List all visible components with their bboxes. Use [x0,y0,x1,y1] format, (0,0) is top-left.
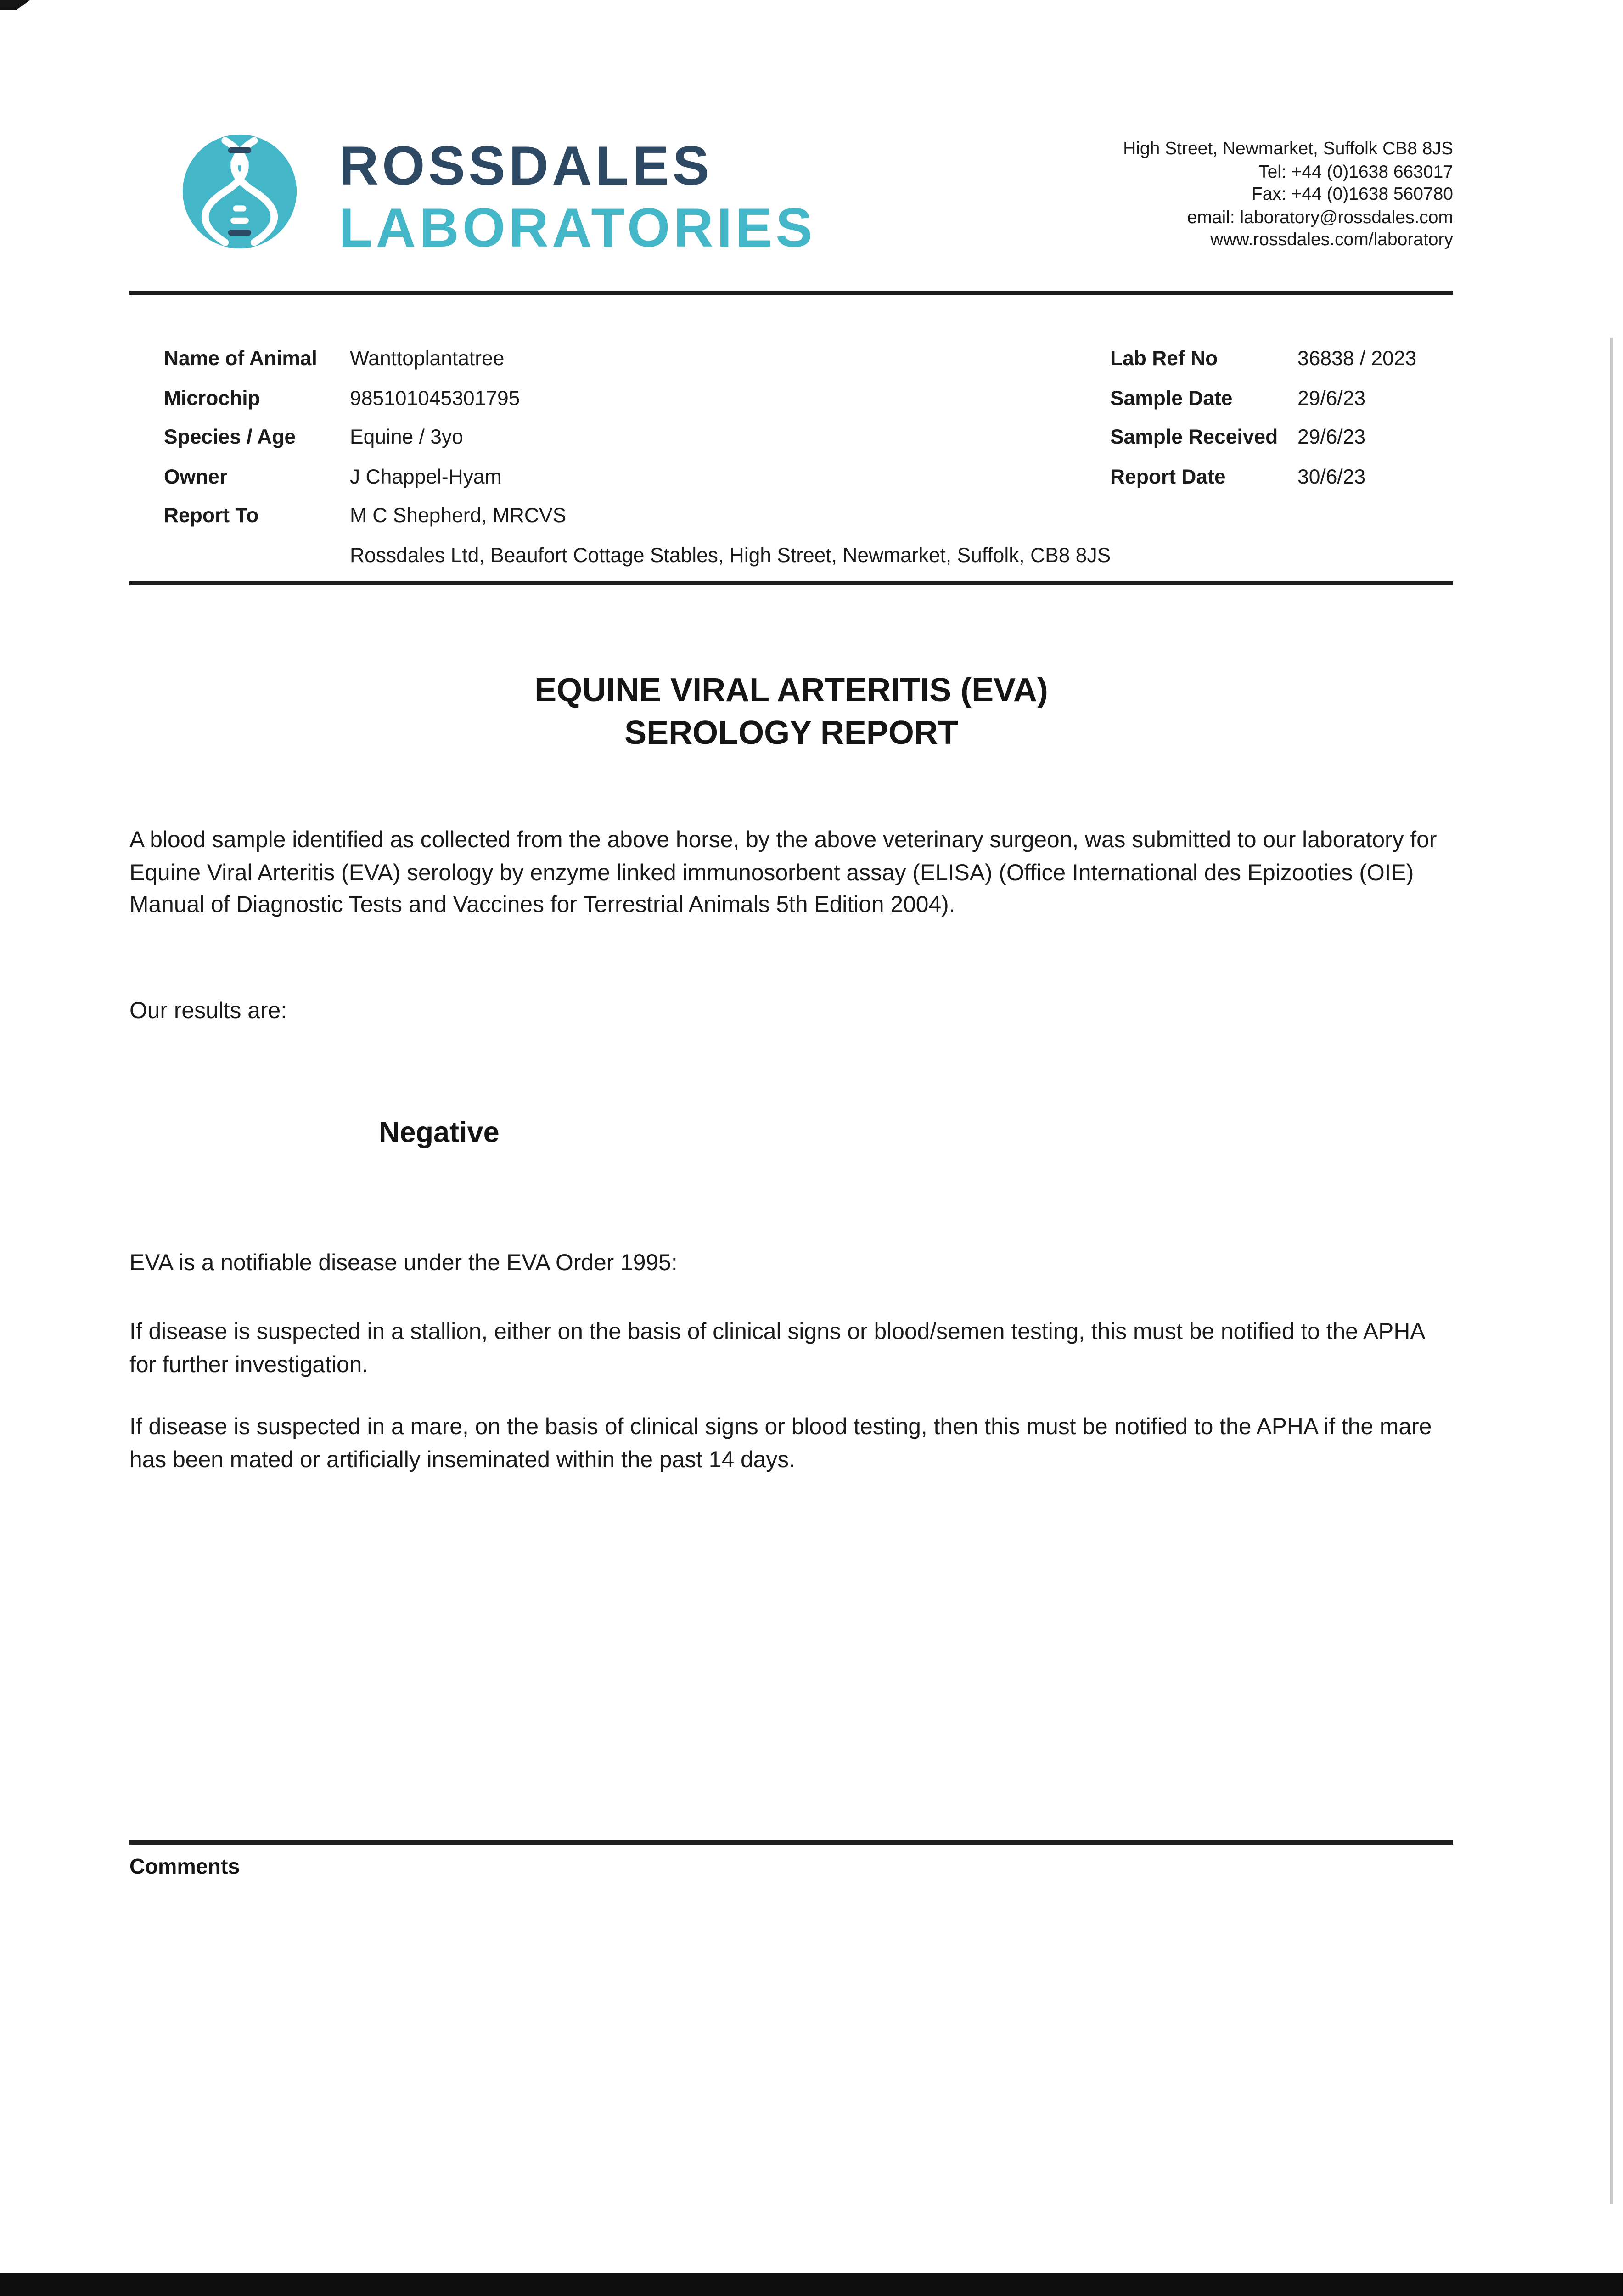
stallion-paragraph: If disease is suspected in a stallion, either on the basis of clinical signs or blood/semen testing, this must be notified to the APHA for further investigation. [129,1318,1424,1378]
report-title [129,670,1453,755]
detail-value: 985101045301795 [350,388,520,410]
detail-value: 36838 / 2023 [1297,349,1417,371]
detail-label: Owner [164,467,228,489]
divider-details [129,581,1453,585]
detail-row-microchip [164,380,566,419]
brand-name-rossdales: ROSSDALES [339,136,713,197]
detail-value: M C Shepherd, MRCVS [350,506,567,529]
detail-value: Wanttoplantatree [350,349,505,371]
scan-bottom-bar [0,2273,1623,2296]
scan-edge-line [1610,338,1613,2204]
rossdales-dna-logo-icon [179,131,300,252]
detail-label: Microchip [164,388,260,410]
detail-row-species-age [164,419,566,459]
mare-paragraph: If disease is suspected in a mare, on the basis of clinical signs or blood testing, then this must be notified to the APHA if the mare has been mated or artificially inseminated within the past 14 days. [129,1413,1432,1473]
divider-top [129,291,1453,295]
detail-value: 30/6/23 [1297,467,1366,489]
detail-row-sample-received [1110,419,1416,459]
detail-row-owner [164,458,566,498]
scan-corner-artifact [0,0,30,10]
detail-label: Name of Animal [164,349,317,371]
detail-row-report-date [1110,458,1416,498]
contact-address: High Street, Newmarket, Suffolk CB8 8JS [1123,138,1453,158]
detail-row-name-of-animal [164,340,566,380]
report-title-line1: EQUINE VIRAL ARTERITIS (EVA) [534,672,1048,709]
report-title-line2: SEROLOGY REPORT [624,715,958,752]
comments-label: Comments [129,1856,240,1879]
intro-paragraph: A blood sample identified as collected from the above horse, by the above veterinary surgeon, was submitted to our laboratory for Equine Viral Arteritis (EVA) serology by enzyme linked immunosorbent assay (ELISA) (Office International des Epizooties (OIE) Manual of Diagnostic Tests and Vaccines for Terrestrial Animals 5th Edition 2004). [129,827,1437,918]
contact-email: email: laboratory@rossdales.com [1187,206,1453,227]
lab-details [1110,340,1416,498]
detail-label: Sample Date [1110,388,1233,410]
results-intro: Our results are: [129,997,287,1024]
detail-value: J Chappel-Hyam [350,467,502,489]
report-to-address: Rossdales Ltd, Beaufort Cottage Stables, High Street, Newmarket, Suffolk, CB8 8JS [350,546,1111,568]
detail-label: Sample Received [1110,427,1278,450]
detail-value: 29/6/23 [1297,427,1366,450]
detail-label: Report To [164,506,259,529]
detail-label: Lab Ref No [1110,349,1218,371]
detail-value: 29/6/23 [1297,388,1366,410]
result-value: Negative [379,1117,500,1149]
contact-tel: Tel: +44 (0)1638 663017 [1258,160,1453,181]
brand-name-laboratories: LABORATORIES [339,198,816,259]
animal-details [164,340,566,537]
detail-row-report-to [164,498,566,537]
contact-fax: Fax: +44 (0)1638 560780 [1251,183,1453,204]
notifiable-paragraph: EVA is a notifiable disease under the EVA Order 1995: [129,1249,678,1276]
detail-label: Species / Age [164,427,296,450]
contact-info [902,138,1453,252]
brand-name [339,136,816,260]
detail-row-lab-ref-no [1110,340,1416,380]
divider-comments [129,1840,1453,1845]
detail-value: Equine / 3yo [350,427,463,450]
detail-label: Report Date [1110,467,1226,489]
contact-website: www.rossdales.com/laboratory [1210,229,1453,250]
detail-row-sample-date [1110,380,1416,419]
